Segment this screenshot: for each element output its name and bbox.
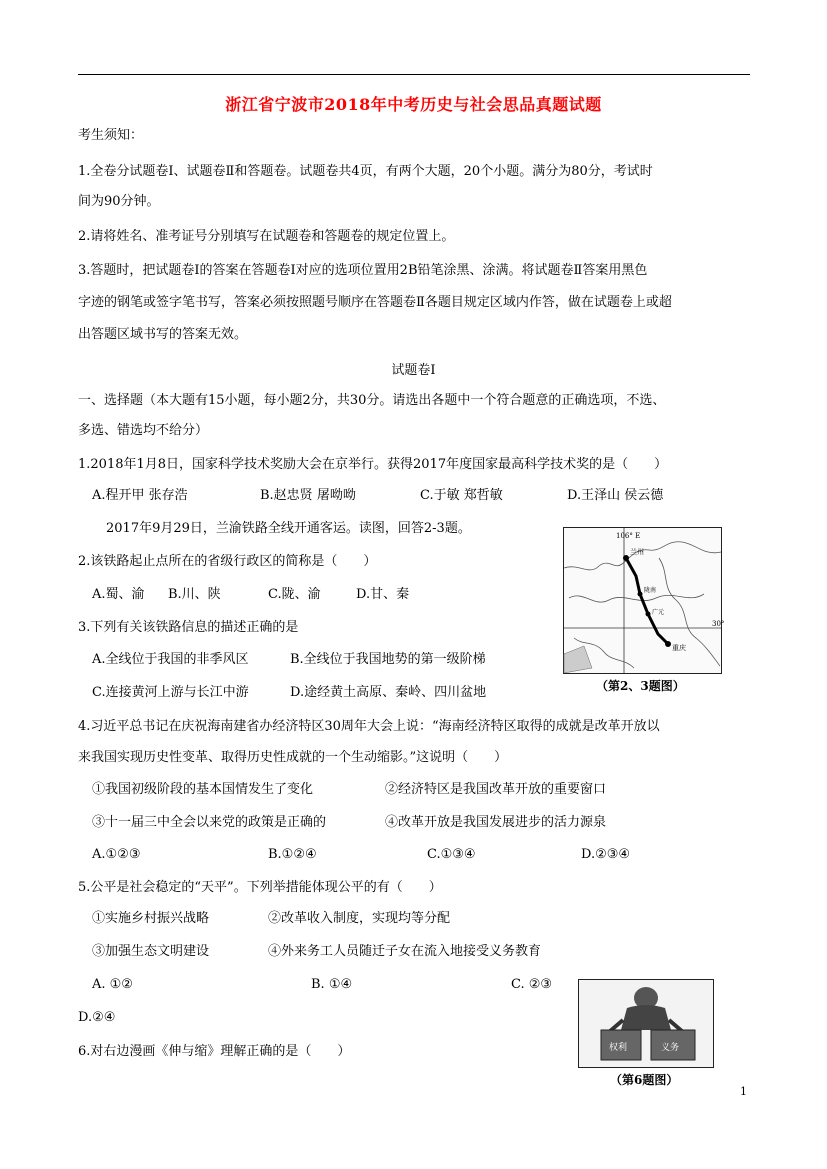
province-border (569, 594, 704, 602)
station-marker (665, 641, 671, 647)
q6-stem: 6.对右边漫画《伸与缩》理解正确的是（ ） (78, 1044, 351, 1059)
q5-option-a[interactable]: A. ①② (92, 977, 133, 992)
q5-stem: 5.公平是社会稳定的“天平”。下列举措能体现公平的有（ ） (78, 880, 442, 895)
notice-item-3-cont: 字迹的钢笔或签字笔书写，答案必须按照题号顺序在答题卷Ⅱ各题目规定区域内作答，做在试题卷上或超 (78, 295, 672, 310)
q4-option-c[interactable]: C.①③④ (427, 847, 476, 862)
map-longitude-label: 106° E (616, 532, 641, 540)
lanyu-railway (626, 558, 668, 644)
cartoon-caption: （第6题图） (610, 1073, 679, 1087)
q2-option-c[interactable]: C.陇、渝 (268, 587, 321, 602)
notice-item-3: 3.答题时，把试题卷Ⅰ的答案在答题卷Ⅰ对应的选项位置用2B铅笔涂黑、涂满。将试题卷Ⅱ答案用黑色 (78, 263, 648, 278)
notice-item-3-cont2: 出答题区域书写的答案无效。 (78, 327, 248, 342)
q3-option-d[interactable]: D.途经黄土高原、秦岭、四川盆地 (290, 685, 487, 700)
q2-option-a[interactable]: A.蜀、渝 (92, 587, 145, 602)
q4-stem-cont: 来我国实现历史性变革、取得历史性成就的一个生动缩影。”这说明（ ） (78, 750, 508, 765)
cartoon-drawing (579, 980, 713, 1067)
station-marker (646, 612, 651, 617)
q5-statement-1: ①实施乡村振兴战略 (92, 911, 210, 926)
q5-statement-4: ④外来务工人员随迁子女在流入地接受义务教育 (268, 944, 542, 959)
station-marker (638, 592, 643, 597)
page-title: 浙江省宁波市2018年中考历史与社会思品真题试题 (225, 95, 602, 114)
q4-statement-2: ②经济特区是我国改革开放的重要窗口 (385, 782, 607, 797)
q5-statement-3: ③加强生态文明建设 (92, 944, 210, 959)
cartoon-body (621, 1005, 671, 1030)
q5-option-c[interactable]: C. ②③ (511, 977, 553, 992)
terrain-shading (564, 646, 592, 673)
cartoon-image (578, 979, 714, 1068)
q3-option-c[interactable]: C.连接黄河上游与长江中游 (92, 685, 249, 700)
q4-option-a[interactable]: A.①②③ (92, 847, 141, 862)
q3-option-b[interactable]: B.全线位于我国地势的第一级阶梯 (290, 652, 486, 667)
q2-option-b[interactable]: B.川、陕 (168, 587, 221, 602)
map-city-label: 兰州 (630, 548, 644, 556)
q4-statement-1: ①我国初级阶段的基本国情发生了变化 (92, 782, 314, 797)
map-city-label: 陇南 (644, 587, 657, 594)
q5-option-b[interactable]: B. ①④ (311, 977, 353, 992)
notice-heading: 考生须知： (78, 128, 144, 143)
q1-stem: 1.2018年1月8日，国家科学技术奖励大会在京举行。获得2017年度国家最高科学技术奖的是（ ） (78, 457, 668, 472)
box-label-rights: 权利 (609, 1043, 628, 1053)
section-title: 试题卷Ⅰ (391, 363, 436, 378)
q4-statement-3: ③十一届三中全会以来党的政策是正确的 (92, 815, 327, 830)
q1-option-c[interactable]: C.于敏 郑哲敏 (420, 488, 503, 503)
map-city-label: 重庆 (672, 644, 686, 652)
q4-stem: 4.习近平总书记在庆祝海南建省办经济特区30周年大会上说：“海南经济特区取得的成就是改革开放以 (78, 719, 660, 734)
q2-option-d[interactable]: D.甘、秦 (356, 587, 410, 602)
notice-item-1-cont: 间为90分钟。 (78, 194, 160, 209)
notice-item-1: 1.全卷分试题卷Ⅰ、试题卷Ⅱ和答题卷。试题卷共4页，有两个大题，20个小题。满分为80分，考试时 (78, 164, 653, 179)
part1-instructions-cont: 多选、错选均不给分） (78, 423, 209, 438)
part1-instructions: 一、选择题（本大题有15小题，每小题2分，共30分。请选出各题中一个符合题意的正确选项，不选、 (78, 393, 666, 408)
q1-option-b[interactable]: B.赵忠贤 屠呦呦 (260, 488, 356, 503)
q1-option-d[interactable]: D.王泽山 侯云德 (567, 488, 664, 503)
q2-stem: 2.该铁路起止点所在的省级行政区的简称是（ ） (78, 554, 377, 569)
q5-option-d[interactable]: D.②④ (78, 1010, 116, 1025)
province-border (659, 558, 720, 666)
q4-option-d[interactable]: D.②③④ (581, 847, 631, 862)
notice-item-2: 2.请将姓名、准考证号分别填写在试题卷和答题卷的规定位置上。 (78, 229, 455, 244)
map-city-label: 广元 (652, 609, 665, 616)
page-number: 1 (740, 1085, 747, 1098)
q5-statement-2: ②改革收入制度，实现均等分配 (268, 911, 451, 926)
q2-3-intro: 2017年9月29日，兰渝铁路全线开通客运。读图，回答2-3题。 (106, 521, 471, 536)
map-latitude-label: 30° (712, 620, 725, 628)
q4-option-b[interactable]: B.①②④ (268, 847, 317, 862)
q1-option-a[interactable]: A.程开甲 张存浩 (92, 488, 188, 503)
map-drawing (564, 528, 725, 673)
q3-option-a[interactable]: A.全线位于我国的非季风区 (92, 652, 249, 667)
q4-statement-4: ④改革开放是我国发展进步的活力源泉 (385, 815, 607, 830)
header-rule (78, 74, 750, 75)
station-marker (623, 555, 629, 561)
railway-map (563, 527, 725, 674)
map-caption: （第2、3题图） (596, 679, 685, 693)
q3-stem: 3.下列有关该铁路信息的描述正确的是 (78, 620, 299, 635)
box-label-duties: 义务 (661, 1043, 680, 1053)
